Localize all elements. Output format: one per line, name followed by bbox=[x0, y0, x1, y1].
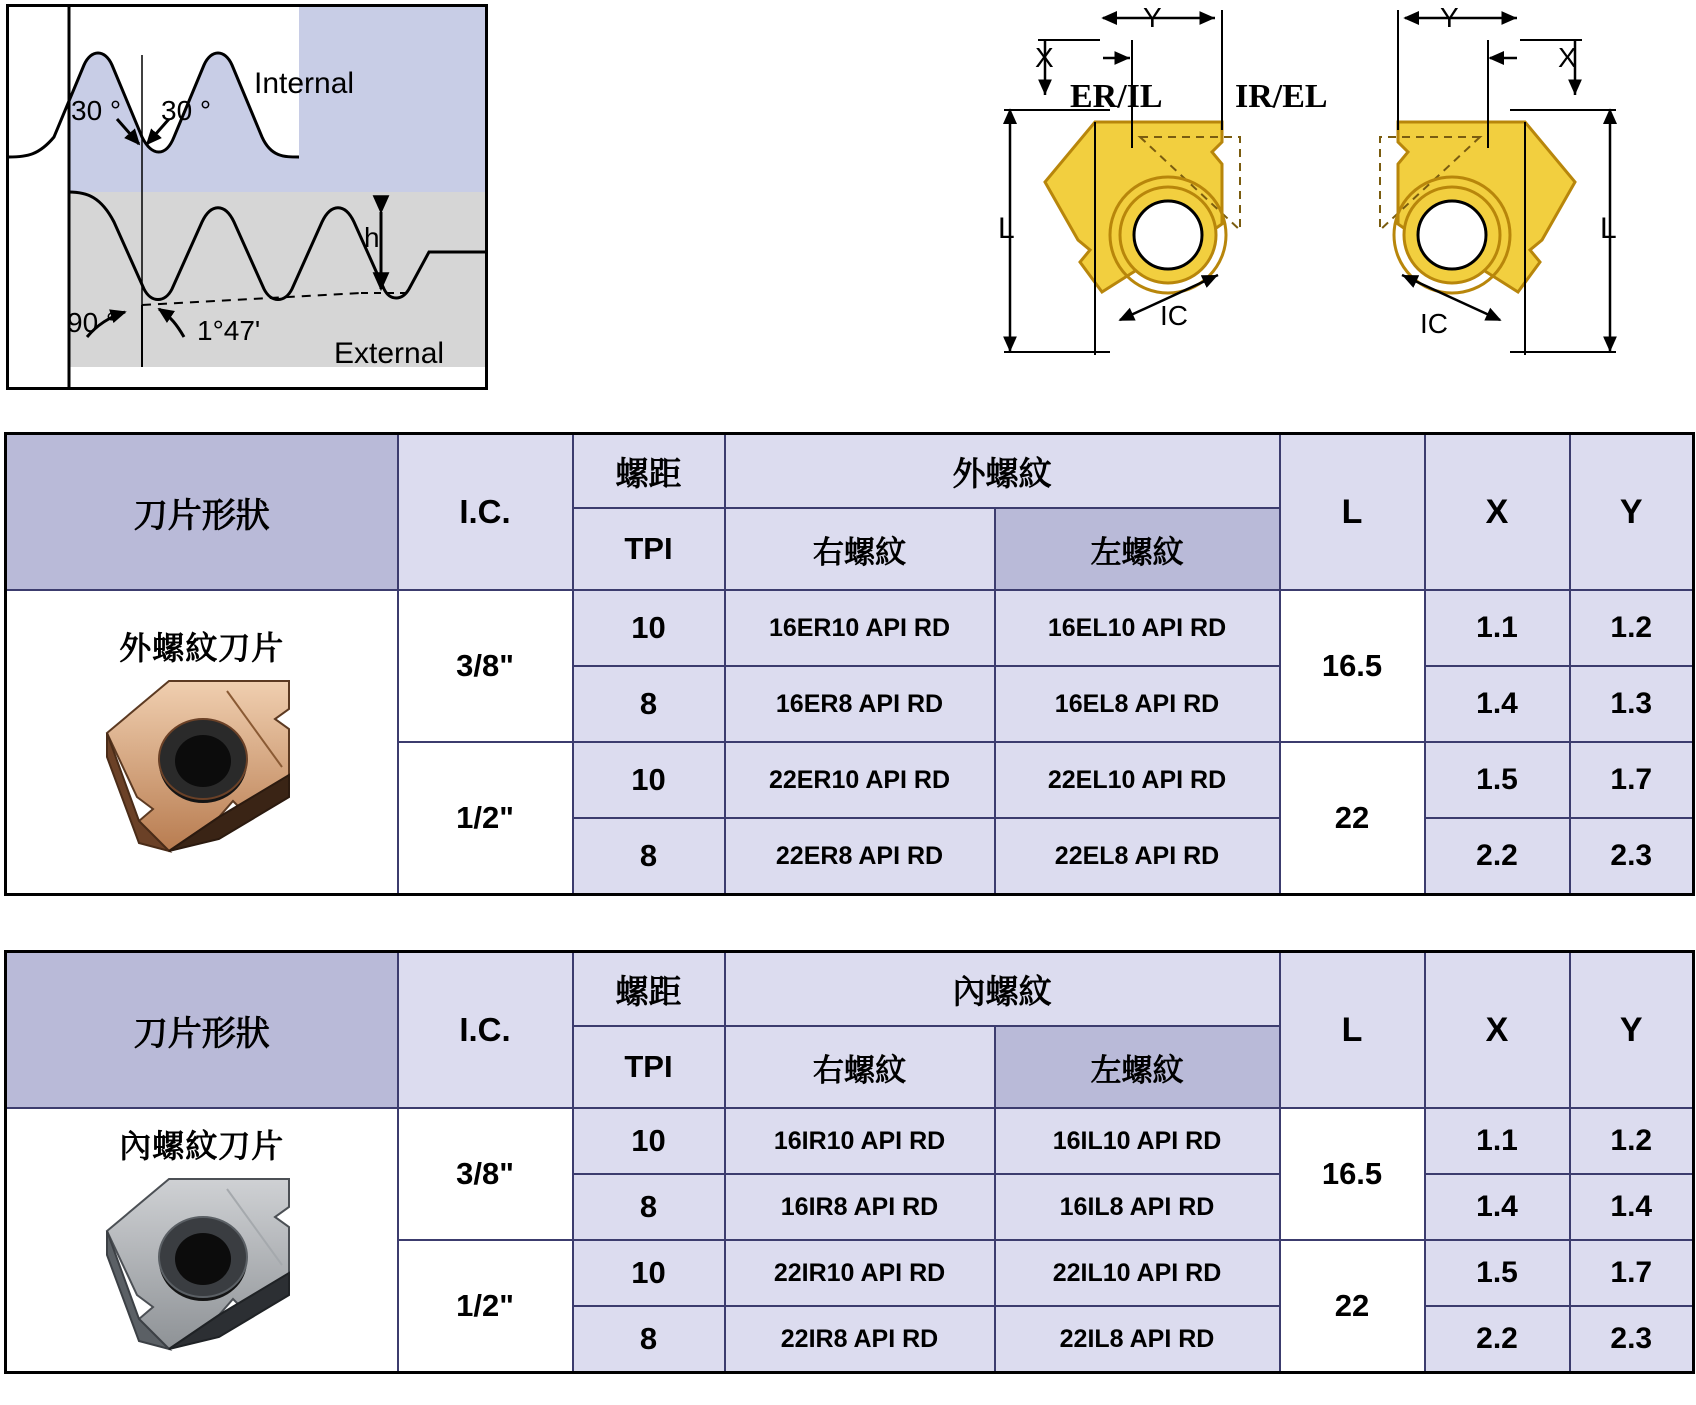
y-value: 1.2 bbox=[1570, 590, 1694, 666]
header-right-hand: 右螺紋 bbox=[725, 1026, 995, 1108]
x-value: 1.1 bbox=[1425, 590, 1570, 666]
y-value: 1.2 bbox=[1570, 1108, 1694, 1174]
profile-angle-bottom-label: 90 ° bbox=[67, 307, 118, 338]
x-value: 1.4 bbox=[1425, 1174, 1570, 1240]
profile-angle-right-label: 30 ° bbox=[161, 95, 212, 126]
left-hand-code: 16EL8 API RD bbox=[995, 666, 1280, 742]
header-pitch: 螺距 bbox=[573, 434, 725, 509]
right-hand-code: 22IR8 API RD bbox=[725, 1306, 995, 1373]
profile-external-label: External bbox=[334, 337, 445, 370]
header-l: L bbox=[1280, 952, 1425, 1109]
header-ic: I.C. bbox=[398, 952, 573, 1109]
x-label-right: X bbox=[1558, 42, 1577, 73]
left-hand-code: 22EL10 API RD bbox=[995, 742, 1280, 818]
header-pitch: 螺距 bbox=[573, 952, 725, 1027]
x-value: 1.4 bbox=[1425, 666, 1570, 742]
left-hand-code: 16IL10 API RD bbox=[995, 1108, 1280, 1174]
header-right-hand: 右螺紋 bbox=[725, 508, 995, 590]
profile-internal-label: Internal bbox=[254, 67, 355, 100]
y-label-left: Y bbox=[1143, 2, 1162, 33]
right-hand-code: 16IR8 API RD bbox=[725, 1174, 995, 1240]
header-ic: I.C. bbox=[398, 434, 573, 591]
right-hand-code: 22IR10 API RD bbox=[725, 1240, 995, 1306]
thread-profile-diagram bbox=[6, 4, 488, 390]
y-value: 1.7 bbox=[1570, 742, 1694, 818]
tpi-value: 10 bbox=[573, 1240, 725, 1306]
left-insert-shape bbox=[1045, 122, 1240, 293]
internal-insert-title: 內螺紋刀片 bbox=[119, 1128, 285, 1164]
ic-value: 3/8" bbox=[398, 590, 573, 742]
insert-geometry-diagram bbox=[960, 0, 1660, 395]
ic-label-left: IC bbox=[1160, 300, 1188, 331]
header-y: Y bbox=[1570, 952, 1694, 1109]
internal-threading-insert-photo bbox=[77, 1169, 327, 1359]
l-value: 16.5 bbox=[1280, 1108, 1425, 1240]
header-tpi: TPI bbox=[573, 1026, 725, 1108]
left-hand-code: 22IL8 API RD bbox=[995, 1306, 1280, 1373]
left-hand-code: 22EL8 API RD bbox=[995, 818, 1280, 895]
x-value: 2.2 bbox=[1425, 1306, 1570, 1373]
left-hand-code: 16IL8 API RD bbox=[995, 1174, 1280, 1240]
header-x: X bbox=[1425, 952, 1570, 1109]
tpi-value: 8 bbox=[573, 818, 725, 895]
right-hand-code: 16IR10 API RD bbox=[725, 1108, 995, 1174]
internal-insert-shape-cell bbox=[6, 1108, 398, 1373]
tpi-value: 10 bbox=[573, 742, 725, 818]
y-value: 1.7 bbox=[1570, 1240, 1694, 1306]
right-hand-code: 16ER8 API RD bbox=[725, 666, 995, 742]
l-value: 22 bbox=[1280, 1240, 1425, 1373]
l-label-right: L bbox=[1600, 212, 1617, 245]
y-value: 2.3 bbox=[1570, 818, 1694, 895]
external-thread-table-wrapper bbox=[4, 432, 1692, 896]
l-value: 22 bbox=[1280, 742, 1425, 895]
ic-value: 1/2" bbox=[398, 742, 573, 895]
table-row bbox=[6, 590, 1694, 666]
x-label-left: X bbox=[1035, 42, 1054, 73]
internal-thread-table-wrapper bbox=[4, 950, 1692, 1374]
header-tpi: TPI bbox=[573, 508, 725, 590]
header-x: X bbox=[1425, 434, 1570, 591]
external-thread-table bbox=[4, 432, 1695, 896]
right-hand-code: 22ER8 API RD bbox=[725, 818, 995, 895]
header-y: Y bbox=[1570, 434, 1694, 591]
y-value: 2.3 bbox=[1570, 1306, 1694, 1373]
internal-thread-table bbox=[4, 950, 1695, 1374]
header-l: L bbox=[1280, 434, 1425, 591]
profile-angle-left-label: 30 ° bbox=[71, 95, 122, 126]
left-hand-code: 16EL10 API RD bbox=[995, 590, 1280, 666]
y-label-right: Y bbox=[1440, 2, 1459, 33]
left-hand-code: 22IL10 API RD bbox=[995, 1240, 1280, 1306]
header-left-hand: 左螺紋 bbox=[995, 508, 1280, 590]
ic-value: 3/8" bbox=[398, 1108, 573, 1240]
tpi-value: 10 bbox=[573, 590, 725, 666]
x-value: 1.5 bbox=[1425, 742, 1570, 818]
l-label-left: L bbox=[998, 212, 1015, 245]
header-thread-type: 外螺紋 bbox=[725, 434, 1280, 509]
table-row bbox=[6, 1108, 1694, 1174]
external-threading-insert-photo bbox=[77, 671, 327, 861]
diagrams-area bbox=[0, 0, 1696, 400]
table-header-row-1 bbox=[6, 434, 1694, 509]
ic-label-right: IC bbox=[1420, 308, 1448, 339]
x-value: 1.1 bbox=[1425, 1108, 1570, 1174]
profile-height-label: h bbox=[364, 222, 380, 253]
header-left-hand: 左螺紋 bbox=[995, 1026, 1280, 1108]
external-insert-title: 外螺紋刀片 bbox=[119, 630, 285, 666]
profile-taper-angle-label: 1°47' bbox=[197, 315, 261, 346]
tpi-value: 8 bbox=[573, 1306, 725, 1373]
right-insert-shape bbox=[1380, 122, 1575, 293]
tpi-value: 10 bbox=[573, 1108, 725, 1174]
x-value: 1.5 bbox=[1425, 1240, 1570, 1306]
y-value: 1.3 bbox=[1570, 666, 1694, 742]
tpi-value: 8 bbox=[573, 1174, 725, 1240]
header-thread-type: 內螺紋 bbox=[725, 952, 1280, 1027]
x-value: 2.2 bbox=[1425, 818, 1570, 895]
insert-type-left-label: ER/IL bbox=[1070, 78, 1163, 115]
external-insert-shape-cell bbox=[6, 590, 398, 895]
header-shape: 刀片形狀 bbox=[6, 434, 398, 591]
right-hand-code: 16ER10 API RD bbox=[725, 590, 995, 666]
table-header-row-1 bbox=[6, 952, 1694, 1027]
l-value: 16.5 bbox=[1280, 590, 1425, 742]
right-hand-code: 22ER10 API RD bbox=[725, 742, 995, 818]
y-value: 1.4 bbox=[1570, 1174, 1694, 1240]
tpi-value: 8 bbox=[573, 666, 725, 742]
ic-value: 1/2" bbox=[398, 1240, 573, 1373]
insert-type-right-label: IR/EL bbox=[1235, 78, 1328, 115]
header-shape: 刀片形狀 bbox=[6, 952, 398, 1109]
